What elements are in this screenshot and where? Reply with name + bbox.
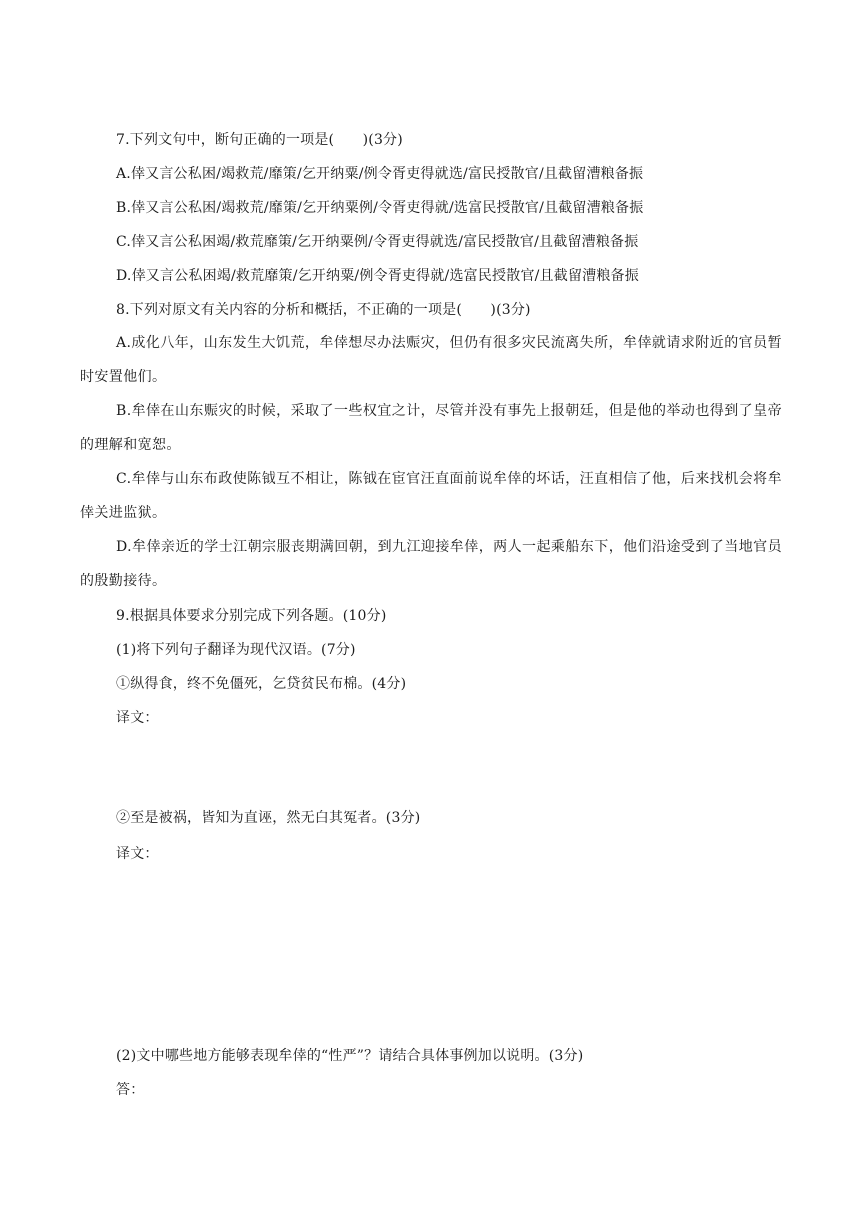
q9-sentence-1: ①纵得食，终不免僵死，乞贷贫民布棉。(4分) (116, 676, 407, 692)
q9-answer-label-3: 答： (116, 1082, 145, 1098)
q9-sentence-2: ②至是被祸，皆知为直诬，然无白其冤者。(3分) (116, 810, 421, 826)
q7-option-b: B.倖又言公私困/竭救荒/靡策/乞开纳粟例/令胥吏得就/选富民授散官/且截留漕粮备振 (116, 200, 644, 216)
q7-stem: 7.下列文句中，断句正确的一项是( )(3分) (116, 132, 403, 148)
q8-option-c: C.牟倖与山东布政使陈钺互不相让，陈钺在宦官汪直面前说牟倖的坏话，汪直相信了他，后来找机会将牟倖关进监狱。 (80, 471, 782, 521)
q9-part2: (2)文中哪些地方能够表现牟倖的“性严”？请结合具体事例加以说明。(3分) (116, 1048, 584, 1064)
q9-stem: 9.根据具体要求分别完成下列各题。(10分) (116, 608, 387, 624)
q9-answer-label-2: 译文： (116, 846, 159, 862)
q8-option-b: B.牟倖在山东赈灾的时候，采取了一些权宜之计，尽管并没有事先上报朝廷，但是他的举动也得到了皇帝的理解和宽恕。 (80, 403, 782, 453)
q8-option-d: D.牟倖亲近的学士江朝宗服丧期满回朝，到九江迎接牟倖，两人一起乘船东下，他们沿途受到了当地官员的殷勤接待。 (80, 539, 782, 589)
q7-option-a: A.倖又言公私困/竭救荒/靡策/乞开纳粟/例令胥吏得就选/富民授散官/且截留漕粮备振 (116, 166, 644, 182)
q7-option-c: C.倖又言公私困竭/救荒靡策/乞开纳粟例/令胥吏得就选/富民授散官/且截留漕粮备振 (116, 234, 639, 250)
q9-answer-label-1: 译文： (116, 710, 159, 726)
q8-stem: 8.下列对原文有关内容的分析和概括，不正确的一项是( )(3分) (116, 302, 531, 318)
q9-part1: (1)将下列句子翻译为现代汉语。(7分) (116, 642, 356, 658)
q8-option-a: A.成化八年，山东发生大饥荒，牟倖想尽办法赈灾，但仍有很多灾民流离失所，牟倖就请求附近的官员暂时安置他们。 (80, 335, 782, 385)
q7-option-d: D.倖又言公私困竭/救荒靡策/乞开纳粟/例令胥吏得就/选富民授散官/且截留漕粮备振 (116, 268, 639, 284)
